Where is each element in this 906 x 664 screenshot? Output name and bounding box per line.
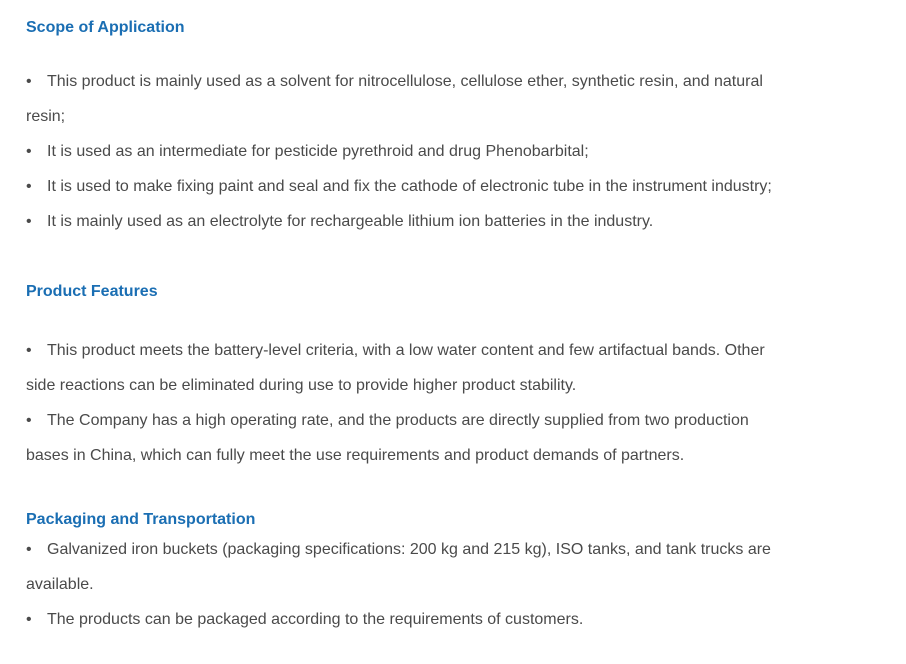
bullet-icon: • [26,213,32,230]
list-item-line: available. [26,576,94,593]
list-item-line: • Galvanized iron buckets (packaging specifications: 200 kg and 215 kg), ISO tanks, and tank trucks are [26,539,771,561]
list-item-line: • The products can be packaged according to the requirements of customers. [26,609,583,631]
bullet-icon: • [26,541,32,558]
list-item-line: side reactions can be eliminated during use to provide higher product stability. [26,377,577,394]
bullet-icon: • [26,412,32,429]
section-heading-product-features: Product Features [26,283,158,300]
bullet-icon: • [26,73,32,90]
bullet-icon: • [26,178,32,195]
bullet-icon: • [26,342,32,359]
list-item-line: • The Company has a high operating rate, and the products are directly supplied from two production [26,410,749,432]
section-heading-packaging-and-transportation: Packaging and Transportation [26,511,256,528]
list-item-line: bases in China, which can fully meet the use requirements and product demands of partners. [26,447,685,464]
list-item-line: • It is used to make fixing paint and seal and fix the cathode of electronic tube in the instrument industry; [26,176,772,198]
list-item-line: • It is mainly used as an electrolyte for rechargeable lithium ion batteries in the industry. [26,211,653,233]
list-item-line: • This product is mainly used as a solvent for nitrocellulose, cellulose ether, synthetic resin, and natural [26,71,763,93]
list-item-line: • It is used as an intermediate for pesticide pyrethroid and drug Phenobarbital; [26,141,589,163]
list-item-line: resin; [26,108,66,125]
list-item-line: • This product meets the battery-level criteria, with a low water content and few artifactual bands. Other [26,340,765,362]
section-heading-scope-of-application: Scope of Application [26,19,185,36]
bullet-icon: • [26,611,32,628]
bullet-icon: • [26,143,32,160]
